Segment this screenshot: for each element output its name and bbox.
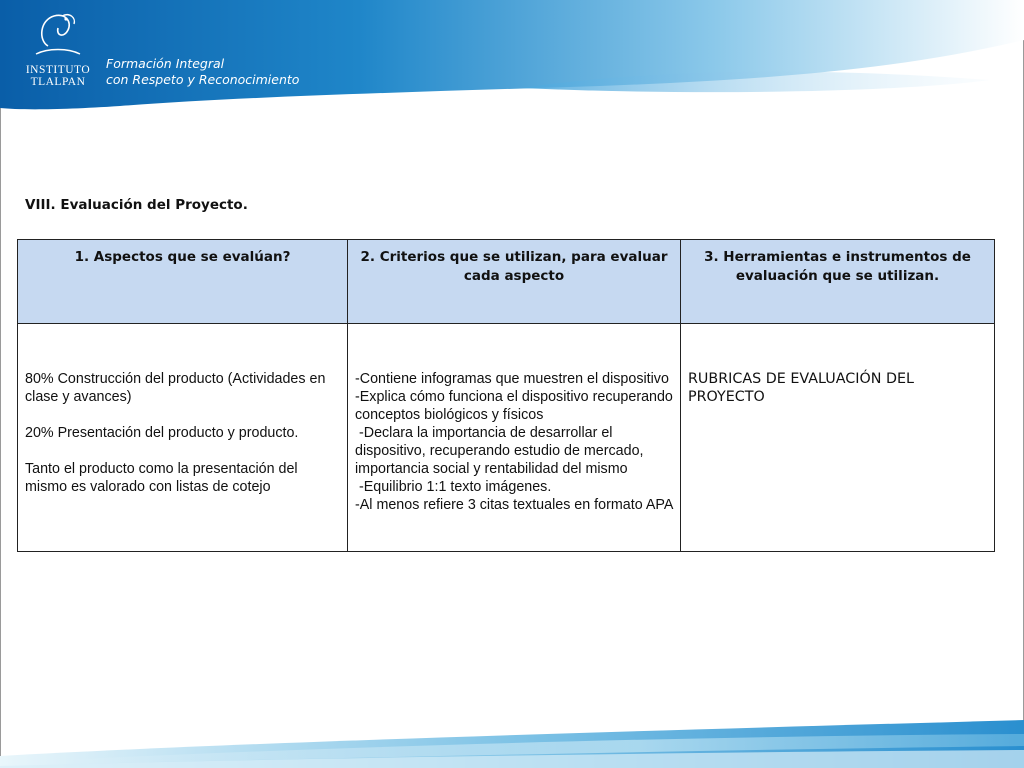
criterion-item: -Contiene infogramas que muestren el dispositivo — [355, 371, 669, 387]
criterion-item: -Explica cómo funciona el dispositivo recuperando conceptos biológicos y físicos — [355, 389, 673, 423]
logo-emblem-icon — [22, 10, 94, 60]
logo-text-tlalpan: TLALPAN — [30, 76, 86, 88]
instituto-tlalpan-logo — [22, 10, 94, 92]
table-header-row — [18, 240, 995, 324]
header-criteria: 2. Criterios que se utilizan, para evaluar cada aspecto — [348, 240, 681, 324]
aspect-note: Tanto el producto como la presentación del mismo es valorado con listas de cotejo — [25, 461, 298, 495]
header-aspects: 1. Aspectos que se evalúan? — [18, 240, 348, 324]
cell-criteria — [348, 324, 681, 552]
footer-wave — [0, 706, 1024, 768]
criterion-item: -Al menos refiere 3 citas textuales en formato APA — [355, 497, 674, 513]
table-row — [18, 324, 995, 552]
logo-text-instituto: INSTITUTO — [25, 64, 91, 76]
aspect-presentation: 20% Presentación del producto y producto. — [25, 425, 299, 441]
tagline-line-1: Formación Integral — [106, 56, 225, 71]
header-tools: 3. Herramientas e instrumentos de evaluación que se utilizan. — [681, 240, 995, 324]
evaluation-table — [17, 239, 995, 552]
criterion-item: -Declara la importancia de desarrollar el dispositivo, recuperando estudio de mercado, importancia social y rentabilidad del mismo — [355, 425, 648, 477]
criterion-item: -Equilibrio 1:1 texto imágenes. — [355, 479, 552, 495]
cell-aspects — [18, 324, 348, 552]
cell-tools: RUBRICAS DE EVALUACIÓN DEL PROYECTO — [681, 324, 995, 552]
header-tagline — [106, 56, 299, 88]
aspect-construction: 80% Construcción del producto (Actividades en clase y avances) — [25, 371, 326, 405]
tagline-line-2: con Respeto y Reconocimiento — [106, 72, 300, 87]
section-title: VIII. Evaluación del Proyecto. — [25, 197, 248, 213]
